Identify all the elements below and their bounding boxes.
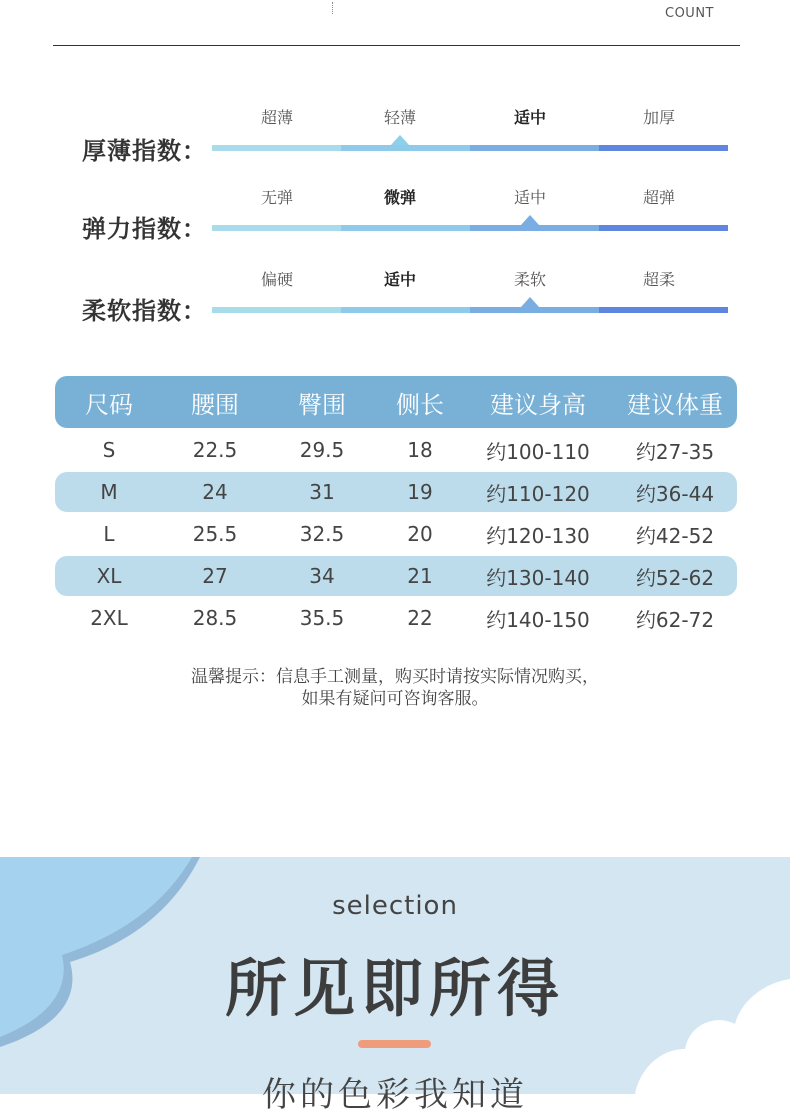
softness-level-4: 超柔: [642, 270, 675, 289]
cell-height: 约140-150: [486, 607, 590, 632]
elasticity-level-1: 无弹: [260, 188, 293, 207]
elasticity-level-4: 超弹: [642, 188, 675, 207]
top-rule: [53, 45, 740, 46]
cell-waist: 24: [202, 480, 228, 504]
elasticity-pointer: [521, 215, 539, 225]
elasticity-bar: [212, 225, 728, 231]
cell-weight: 约62-72: [635, 607, 715, 632]
cell-waist: 25.5: [192, 522, 238, 546]
softness-pointer: [521, 297, 539, 307]
cell-height: 约100-110: [486, 439, 590, 464]
header-hip: 臀围: [298, 390, 346, 419]
thickness-level-1: 超薄: [260, 108, 293, 127]
measurement-tip-line1: 温馨提示：信息手工测量，购买时请按实际情况购买，: [191, 667, 599, 687]
thickness-level-3: 适中: [513, 108, 546, 127]
cell-size: S: [102, 438, 116, 462]
softness-index-title: 柔软指数：: [82, 297, 207, 325]
table-row: [55, 472, 737, 512]
elasticity-level-3: 适中: [513, 188, 546, 207]
table-row: [55, 598, 737, 638]
elasticity-index-row: [0, 185, 790, 245]
elasticity-level-2: 微弹: [383, 188, 416, 207]
cell-waist: 28.5: [192, 606, 238, 630]
cell-hip: 29.5: [299, 438, 345, 462]
thickness-level-4: 加厚: [642, 108, 675, 127]
cell-hip: 31: [309, 480, 335, 504]
cell-waist: 27: [202, 564, 228, 588]
cell-weight: 约27-35: [635, 439, 715, 464]
cell-weight: 约36-44: [635, 481, 715, 506]
thickness-pointer: [391, 135, 409, 145]
softness-level-2: 适中: [383, 270, 416, 289]
thickness-index-title: 厚薄指数：: [82, 137, 207, 165]
softness-index-row: [0, 267, 790, 327]
size-table: [55, 376, 737, 638]
softness-bar: [212, 307, 728, 313]
count-label: COUNT: [665, 6, 714, 21]
cell-size: 2XL: [90, 606, 128, 630]
cell-size: M: [100, 480, 118, 504]
thickness-level-2: 轻薄: [383, 108, 416, 127]
cell-waist: 22.5: [192, 438, 238, 462]
elasticity-index-title: 弹力指数：: [82, 215, 207, 243]
softness-level-3: 柔软: [513, 270, 546, 289]
cell-side-length: 22: [407, 606, 433, 630]
cell-hip: 32.5: [299, 522, 345, 546]
header-waist: 腰围: [191, 390, 239, 419]
measurement-tip-line2: 如果有疑问可咨询客服。: [301, 689, 489, 709]
cell-size: XL: [96, 564, 122, 588]
cell-hip: 35.5: [299, 606, 345, 630]
banner-accent-bar: [358, 1040, 431, 1048]
cell-hip: 34: [309, 564, 335, 588]
header-side-length: 侧长: [396, 390, 444, 419]
banner-subtitle: 你的色彩我知道: [262, 1075, 528, 1115]
softness-level-1: 偏硬: [260, 270, 293, 289]
banner-title: 所见即所得: [224, 952, 565, 1025]
header-size: 尺码: [85, 390, 133, 419]
top-divider-tick: [332, 2, 334, 14]
table-row: [55, 514, 737, 554]
cell-weight: 约52-62: [635, 565, 715, 590]
banner-english-label: selection: [332, 891, 458, 921]
size-table-header: [55, 376, 737, 428]
cell-size: L: [103, 522, 115, 546]
cell-side-length: 18: [407, 438, 433, 462]
table-row: [55, 556, 737, 596]
cell-height: 约130-140: [486, 565, 590, 590]
cell-side-length: 20: [407, 522, 433, 546]
cell-height: 约110-120: [486, 481, 590, 506]
cell-height: 约120-130: [486, 523, 590, 548]
table-row: [55, 430, 737, 470]
cell-side-length: 21: [407, 564, 433, 588]
thickness-bar: [212, 145, 728, 151]
selection-banner: [0, 857, 790, 1115]
header-height: 建议身高: [490, 390, 586, 419]
thickness-index-row: [0, 105, 790, 165]
header-weight: 建议体重: [627, 390, 723, 419]
cell-weight: 约42-52: [635, 523, 715, 548]
cell-side-length: 19: [407, 480, 433, 504]
